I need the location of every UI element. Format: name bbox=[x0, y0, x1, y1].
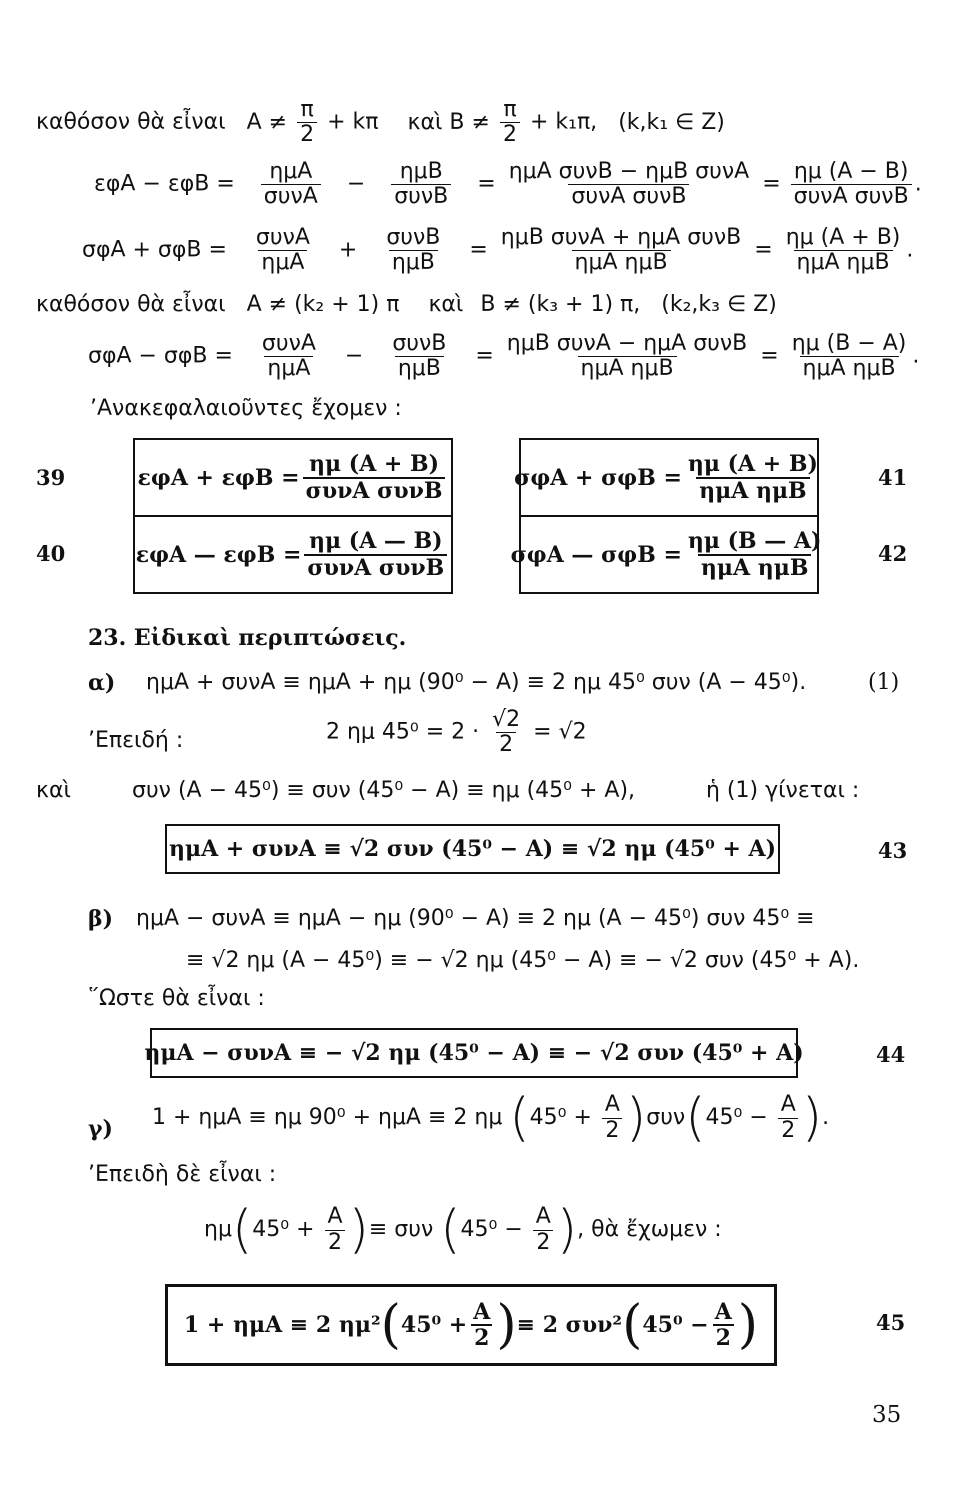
lhs: σφΑ — σφΒ = bbox=[510, 541, 682, 568]
and-tail: ἡ (1) γίνεται : bbox=[706, 778, 860, 803]
operator: = bbox=[469, 237, 488, 263]
period: . bbox=[822, 1105, 830, 1130]
period: . bbox=[912, 343, 920, 369]
intro-tail: (k,k₁ ∈ Z) bbox=[618, 109, 725, 135]
fraction: $\frac{A}{2}$ bbox=[325, 1205, 346, 1254]
fraction: $\frac{\text{ημΒ συνΑ + ημΑ συνΒ}}{\text{ημΑ ημΒ}}$ bbox=[500, 225, 742, 276]
lhs: εφΑ + εφΒ = bbox=[137, 464, 300, 491]
case-a-text: ημΑ + συνΑ ≡ ημΑ + ημ (90⁰ − Α) ≡ 2 ημ 45⁰ συν (Α − 45⁰). bbox=[146, 670, 807, 695]
right-paren: ) bbox=[737, 1295, 759, 1355]
left-paren: ( bbox=[440, 1200, 461, 1260]
second-condition bbox=[36, 292, 777, 317]
pre: 1 + ημΑ ≡ 2 ημ² bbox=[183, 1312, 381, 1338]
formula-43: ημΑ + συνΑ ≡ √2 συν (45⁰ − Α) ≡ √2 ημ (45⁰ + Α) bbox=[168, 836, 777, 862]
fraction: $\frac{\text{συνΒ}}{\text{ημΒ}}$ bbox=[392, 331, 447, 382]
mid: ≡ συν bbox=[368, 1217, 434, 1242]
right-paren: ) bbox=[801, 1088, 823, 1148]
period: . bbox=[906, 237, 914, 263]
and-label: καὶ bbox=[36, 778, 71, 803]
fraction: $\frac{\eta\mu (B - A)}{\text{ημΑ ημΒ}}$ bbox=[791, 331, 907, 382]
eq-number-45: 45 bbox=[876, 1310, 906, 1335]
formula-41 bbox=[514, 440, 819, 515]
pre: ημ bbox=[204, 1217, 232, 1242]
arg: 45⁰ + bbox=[400, 1312, 468, 1338]
fraction: $\frac{\text{συνΒ}}{\text{ημΒ}}$ bbox=[386, 225, 441, 276]
eq-number-44: 44 bbox=[876, 1042, 906, 1067]
intro-rhs2: + k₁π, bbox=[529, 109, 598, 135]
right-paren: ) bbox=[556, 1200, 578, 1260]
fraction: $\frac{A}{2}$ bbox=[533, 1205, 554, 1254]
fraction: $\frac{\eta\mu (A + B)}{\text{ημΑ ημΒ}}$ bbox=[687, 451, 818, 504]
fraction: $\frac{\text{συνΑ}}{\text{ημΑ}}$ bbox=[255, 225, 310, 276]
left-paren: ( bbox=[380, 1295, 401, 1355]
fraction: $\frac{A}{2}$ bbox=[712, 1300, 735, 1350]
arg: 45⁰ − bbox=[642, 1312, 709, 1338]
lhs: 2 ημ 45⁰ = 2 · bbox=[326, 719, 480, 745]
fraction: $\frac{A}{2}$ bbox=[470, 1300, 493, 1350]
arg: 45⁰ + bbox=[529, 1105, 592, 1130]
formula-42 bbox=[510, 517, 822, 592]
fraction: $\frac{\text{ημΒ συνΑ − ημΑ συνΒ}}{\text{ημΑ ημΒ}}$ bbox=[506, 331, 748, 382]
operator: = bbox=[477, 171, 496, 197]
cond-prefix: καθόσον θὰ εἶναι bbox=[36, 292, 226, 317]
case-c-since: ’Επειδὴ δὲ εἶναι : bbox=[88, 1162, 277, 1187]
eq-lhs: εφΑ − εφΒ = bbox=[94, 171, 235, 197]
operator: = bbox=[762, 171, 781, 197]
operator: = bbox=[760, 343, 779, 369]
section-title: 23. Εἰδικαὶ περιπτώσεις. bbox=[88, 625, 407, 651]
operator: − bbox=[344, 343, 364, 369]
right-paren: ) bbox=[348, 1200, 369, 1260]
operator: − bbox=[346, 171, 366, 197]
pi-half-fraction: $\frac{\pi}{2}$ bbox=[297, 98, 317, 147]
pi-half-fraction-2: $\frac{\pi}{2}$ bbox=[500, 98, 520, 147]
eq-number-39: 39 bbox=[36, 465, 66, 490]
arg: 45⁰ − bbox=[705, 1105, 768, 1130]
fraction: $\frac{\text{ημΑ συνΒ − ημΒ συνΑ}}{\text{συνΑ συνΒ}}$ bbox=[508, 159, 750, 210]
eq-number-42: 42 bbox=[878, 541, 908, 566]
intro-lhs1: Α ≠ bbox=[246, 109, 288, 135]
since-equation bbox=[326, 708, 587, 757]
left-paren: ( bbox=[622, 1295, 643, 1355]
formula-39 bbox=[133, 440, 453, 515]
fraction: $\frac{\eta\mu (A — B)}{\text{συνΑ συνΒ}}$ bbox=[304, 529, 447, 579]
lhs: εφΑ — εφΒ = bbox=[135, 541, 302, 568]
summary-intro: ’Ανακεφαλαιοῦντες ἔχομεν : bbox=[90, 396, 402, 421]
formula-44: ημΑ − συνΑ ≡ − √2 ημ (45⁰ − Α) ≡ − √2 συν (45⁰ + Α) bbox=[144, 1040, 804, 1066]
fraction: $\frac{\text{ημΑ}}{\text{συνΑ}}$ bbox=[245, 160, 337, 209]
left-paren: ( bbox=[231, 1200, 253, 1260]
eq-number-41: 41 bbox=[878, 465, 908, 490]
case-a-ref: (1) bbox=[868, 670, 900, 695]
formula-45 bbox=[165, 1284, 777, 1366]
operator: = bbox=[475, 343, 494, 369]
right-paren: ) bbox=[625, 1088, 647, 1148]
case-c-label: γ) bbox=[88, 1116, 113, 1142]
page-number: 35 bbox=[872, 1402, 902, 1428]
left-paren: ( bbox=[509, 1088, 530, 1148]
case-c-equation bbox=[152, 1088, 830, 1148]
fraction: $\frac{\eta\mu (B — A)}{\text{ημΑ ημΒ}}$ bbox=[687, 528, 822, 581]
pre: 1 + ημΑ ≡ ημ 90⁰ + ημΑ ≡ 2 ημ bbox=[152, 1105, 503, 1130]
case-b-line1: ημΑ − συνΑ ≡ ημΑ − ημ (90⁰ − Α) ≡ 2 ημ (Α − 45⁰) συν 45⁰ ≡ bbox=[136, 906, 815, 931]
equation-cot-difference bbox=[88, 332, 919, 381]
case-b-line2: ≡ √2 ημ (Α − 45⁰) ≡ − √2 ημ (45⁰ − Α) ≡ − √2 συν (45⁰ + Α). bbox=[186, 948, 860, 973]
eq-lhs: σφΑ − σφΒ = bbox=[88, 343, 233, 369]
fraction: $\frac{\eta\mu (A + B)}{\text{συνΑ συνΒ}}$ bbox=[303, 452, 446, 502]
fraction: $\frac{A}{2}$ bbox=[778, 1093, 799, 1142]
fraction: $\frac{√2}{2}$ bbox=[492, 707, 521, 758]
equation-cot-sum bbox=[82, 226, 913, 275]
arg: 45⁰ + bbox=[252, 1217, 315, 1242]
rhs: = √2 bbox=[533, 719, 587, 745]
case-b-so: ῞Ωστε θὰ εἶναι : bbox=[88, 986, 265, 1011]
period: . bbox=[914, 171, 922, 197]
equation-tan-difference bbox=[94, 160, 922, 209]
eq-lhs: σφΑ + σφΒ = bbox=[82, 237, 227, 263]
left-paren: ( bbox=[685, 1088, 706, 1148]
operator: = bbox=[754, 237, 773, 263]
intro-line bbox=[36, 98, 725, 147]
formula-40 bbox=[133, 517, 453, 592]
identity-equation bbox=[204, 1200, 722, 1260]
intro-rhs1: + kπ bbox=[327, 109, 379, 135]
since-label: ’Επειδή : bbox=[88, 728, 184, 753]
fraction: $\frac{\eta\mu (A + B)}{\text{ημΑ ημΒ}}$ bbox=[785, 225, 901, 276]
cond-2: Β ≠ (k₃ + 1) π, bbox=[480, 292, 641, 317]
cond-1: Α ≠ (k₂ + 1) π bbox=[246, 292, 400, 317]
case-b-label: β) bbox=[88, 906, 114, 932]
eq-number-40: 40 bbox=[36, 541, 66, 566]
fraction: $\frac{\text{συνΑ}}{\text{ημΑ}}$ bbox=[261, 331, 316, 382]
intro-prefix: καθόσον θὰ εἶναι bbox=[36, 109, 226, 135]
fraction: $\frac{\text{ημΒ}}{\text{συνΒ}}$ bbox=[375, 160, 467, 209]
tail: , θὰ ἔχωμεν : bbox=[577, 1217, 722, 1242]
cond-tail: (k₂,k₃ ∈ Z) bbox=[661, 292, 777, 317]
arg: 45⁰ − bbox=[460, 1217, 523, 1242]
mid: συν bbox=[646, 1105, 686, 1130]
and-text: συν (Α − 45⁰) ≡ συν (45⁰ − Α) ≡ ημ (45⁰ + Α), bbox=[132, 778, 636, 803]
eq-number-43: 43 bbox=[878, 838, 908, 863]
mid: ≡ 2 συν² bbox=[516, 1312, 623, 1338]
fraction: $\frac{\eta\mu (A - B)}{\text{συνΑ συνΒ}}$ bbox=[791, 160, 912, 209]
cond-mid: καὶ bbox=[428, 292, 464, 317]
lhs: σφΑ + σφΒ = bbox=[514, 464, 682, 491]
right-paren: ) bbox=[496, 1295, 517, 1355]
case-a-label: α) bbox=[88, 670, 116, 696]
fraction: $\frac{A}{2}$ bbox=[602, 1093, 623, 1142]
operator: + bbox=[338, 237, 358, 263]
intro-mid: καὶ Β ≠ bbox=[407, 109, 490, 135]
